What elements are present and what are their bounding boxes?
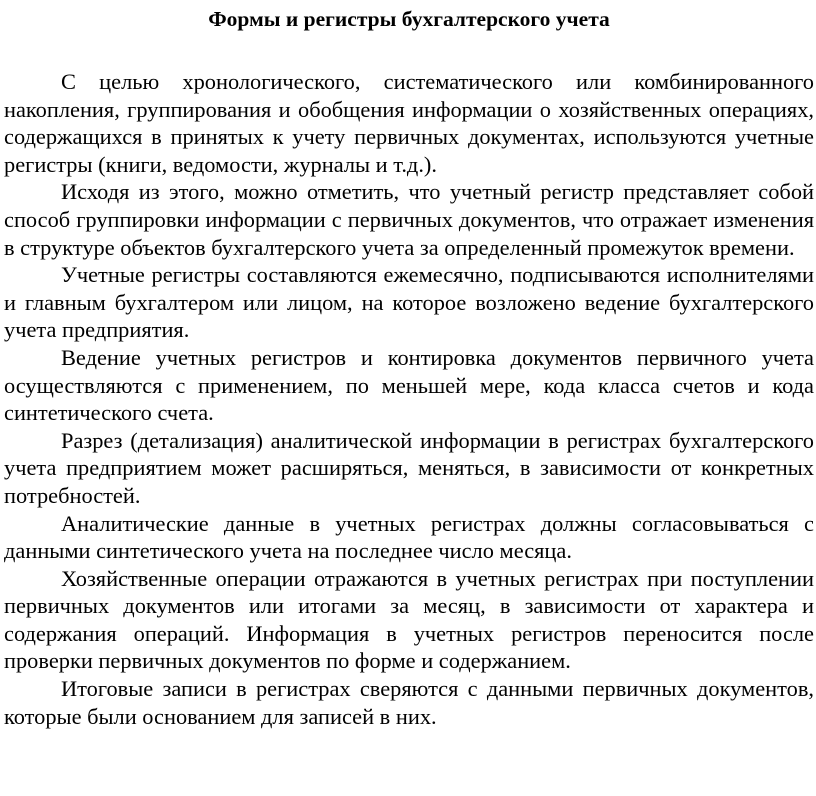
paragraph-2: Исходя из этого, можно отметить, что учетный регистр представляет собой способ группировки информации с первичных документов, что отражает изменения в структуре объектов бухгалтерского учета за определенный промежуток времени. [4, 179, 814, 260]
paragraph-1: С целью хронологического, систематического или комбинированного накопления, группирования и обобщения информации о хозяйственных операциях, содержащихся в принятых к учету первичных документах, используются учетные регистры (книги, ведомости, журналы и т.д.). [4, 69, 814, 177]
paragraph-6: Аналитические данные в учетных регистрах должны согласовываться с данными синтетического учета на последнее число месяца. [4, 510, 814, 564]
document-title: Формы и регистры бухгалтерского учета [208, 7, 610, 31]
paragraph-3: Учетные регистры составляются ежемесячно, подписываются исполнителями и главным бухгалтером или лицом, на которое возложено ведение бухгалтерского учета предприятия. [4, 262, 814, 343]
paragraph-7: Хозяйственные операции отражаются в учетных регистрах при поступлении первичных документов или итогами за месяц, в зависимости от характера и содержания операций. Информация в учетных регистров переносится после проверки первичных документов по форме и содержанием. [4, 565, 814, 674]
paragraph-8: Итоговые записи в регистрах сверяются с данными первичных документов, которые были основанием для записей в них. [4, 676, 814, 729]
paragraph-5: Разрез (детализация) аналитической информации в регистрах бухгалтерского учета предприятием может расширяться, меняться, в зависимости от конкретных потребностей. [4, 427, 814, 508]
paragraph-4: Ведение учетных регистров и контировка документов первичного учета осуществляются с применением, по меньшей мере, кода класса счетов и кода синтетического счета. [4, 344, 814, 426]
title-spacer [4, 34, 814, 68]
